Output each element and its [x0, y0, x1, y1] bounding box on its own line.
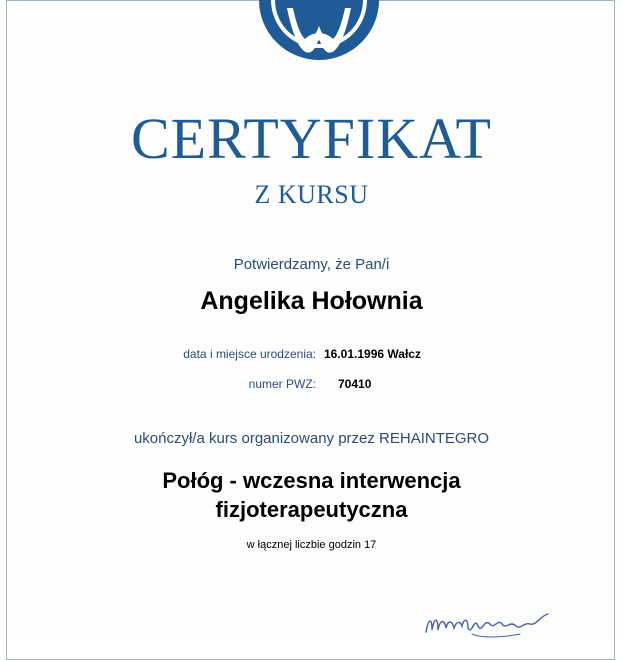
certificate-subtitle: Z KURSU [254, 180, 369, 209]
hours-text: w łącznej liczbie godzin 17 [246, 539, 377, 551]
course-name [0, 466, 623, 524]
course-name-line1: Połóg - wczesna interwencja [162, 468, 461, 493]
birth-label: data i miejsce urodzenia: [183, 347, 316, 361]
pwz-label: numer PWZ: [248, 377, 316, 391]
confirmation-text: Potwierdzamy, że Pan/i [233, 256, 390, 273]
completion-text: ukończył/a kurs organizowany przez REHAINTEGRO [133, 430, 490, 447]
birth-value: 16.01.1996 Wałcz [324, 347, 421, 361]
pwz-value: 70410 [338, 377, 372, 391]
signature-icon [420, 606, 570, 640]
course-name-line2: fizjoterapeutyczna [215, 497, 408, 522]
logo-icon [257, 0, 381, 62]
certificate-title: CERTYFIKAT [131, 106, 492, 171]
recipient-name: Angelika Hołownia [200, 287, 423, 315]
page-border [6, 0, 615, 660]
